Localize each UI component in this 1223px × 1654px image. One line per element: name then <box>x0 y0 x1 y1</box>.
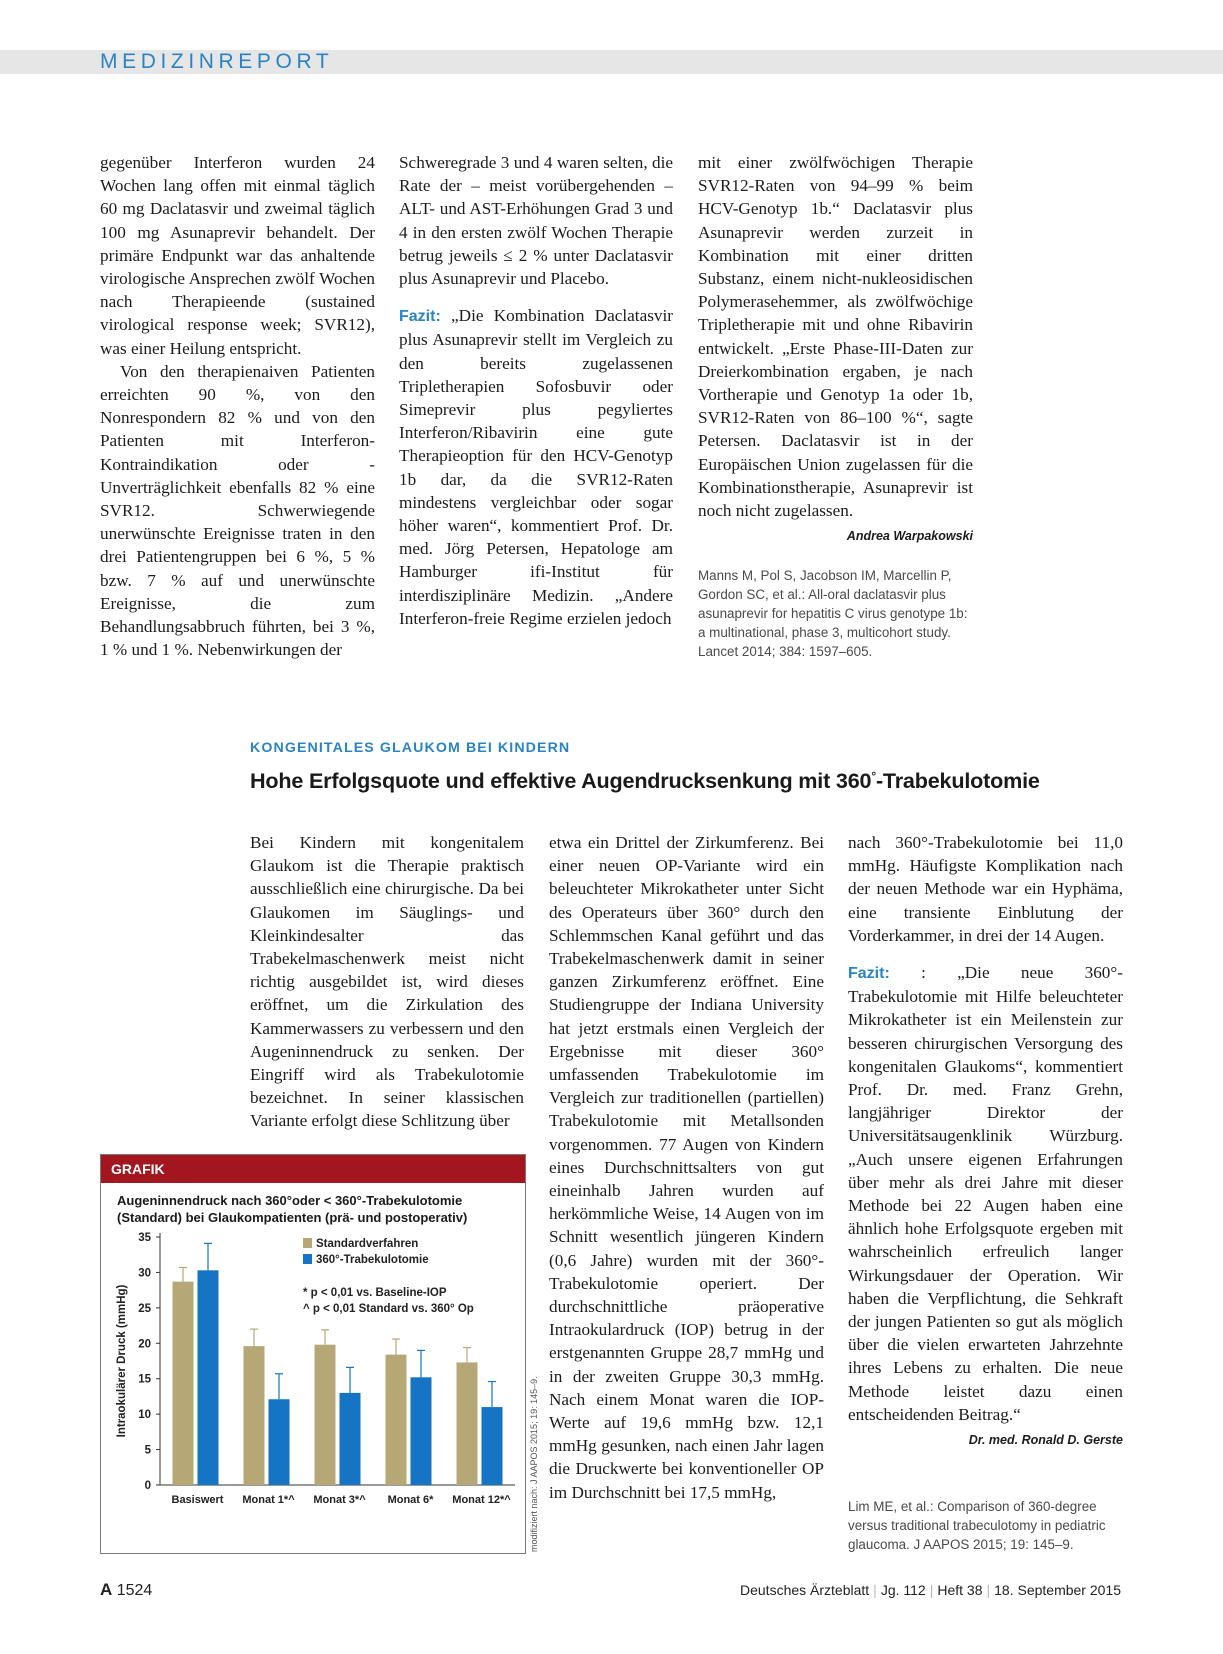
article2-paragraph: nach 360°-Trabekulotomie bei 11,0 mmHg. Häufigste Komplikation nach der neuen Methode war ein Hyphäma, eine transiente Einblutung der Vorderkammer, in drei der 14 Augen. <box>848 833 1123 945</box>
article2-column-3 <box>848 831 1123 1452</box>
article1-paragraph: Schweregrade 3 und 4 waren selten, die Rate der – meist vorübergehenden – ALT- und AST-Erhöhungen Grad 3 und 4 in den ersten zwölf Wochen Therapie betrug jeweils ≤ 2 % unter Daclatasvir plus Asunaprevir und Placebo. <box>399 153 673 289</box>
fazit-label: Fazit: <box>399 308 441 326</box>
headline-degree: ° <box>871 768 876 783</box>
bar-standard <box>173 1282 194 1485</box>
y-tick-label: 10 <box>138 1409 151 1422</box>
y-tick-label: 15 <box>138 1373 151 1386</box>
y-tick-label: 30 <box>138 1267 151 1280</box>
article2-headline <box>250 768 1040 794</box>
fazit-text: : „Die neue 360°-Trabekulotomie mit Hilfe beleuchteter Mikrokatheter ist ein Meilenstein zur besseren chirurgischen Versorgung des kongenitalen Glaukoms“, kommentiert Prof. Dr. med. Franz Grehn, langjähriger Direktor der Universitätsaugenklinik Würzburg. „Auch unsere eigenen Erfahrungen über mehr als drei Jahre mit dieser Methode bei 22 Augen haben eine ähnlich hohe Erfolgsquote ergeben mit wahrscheinlich erfreulich langer Wirkungsdauer der Operation. Wir haben die Verpflichtung, die Sehkraft der jungen Patienten so gut als möglich über die vielen erwarteten Jahrzehnte ihres Lebens zu erhalten. Die neue Methode leistet dazu einen entscheidenden Beitrag.“ <box>848 963 1123 1424</box>
journal-volume: Jg. 112 <box>880 1582 926 1598</box>
significance-note: ^ p < 0,01 Standard vs. 360° Op <box>303 1303 474 1315</box>
figure-box <box>100 1154 526 1554</box>
article2-fazit-paragraph <box>848 961 1123 1448</box>
article1-column-1 <box>100 151 375 661</box>
article2-column-1 <box>250 831 524 1133</box>
article1-reference: Manns M, Pol S, Jacobson IM, Marcellin P, Gordon SC, et al.: All-oral daclatasvir plus asunaprevir for hepatitis C virus genotype 1b: a multinational, phase 3, multicohort study. Lancet 2014; 384: 1597–605. <box>698 568 968 659</box>
legend-swatch <box>303 1254 312 1264</box>
bar-360 <box>482 1407 503 1485</box>
article1-column-2 <box>399 151 673 630</box>
author-byline: Dr. med. Ronald D. Gerste <box>968 1433 1123 1448</box>
bar-360 <box>340 1393 361 1485</box>
x-tick-label: Monat 12*^ <box>452 1494 511 1506</box>
legend-label: 360°-Trabekulotomie <box>316 1254 429 1266</box>
article2-kicker: KONGENITALES GLAUKOM BEI KINDERN <box>250 740 571 756</box>
headline-text-end: -Trabekulotomie <box>875 768 1040 793</box>
bar-360 <box>198 1270 219 1485</box>
page-prefix: A <box>100 1580 113 1599</box>
significance-note: * p < 0,01 vs. Baseline-IOP <box>303 1287 447 1299</box>
y-tick-label: 35 <box>138 1232 151 1244</box>
bar-standard <box>457 1362 478 1485</box>
journal-name: Deutsches Ärzteblatt <box>740 1582 870 1598</box>
article1-paragraph: gegenüber Interferon wurden 24 Wochen lang offen mit einmal täglich 60 mg Daclatasvir und zweimal täglich 100 mg Asunaprevir behandelt. Der primäre Endpunkt war das anhaltende virologische Ansprechen zwölf Wochen nach Therapieende (sustained virological response week; SVR12), was einer Heilung entspricht. <box>100 153 375 358</box>
bar-360 <box>269 1399 290 1485</box>
y-tick-label: 25 <box>138 1302 151 1315</box>
legend-swatch <box>303 1238 312 1248</box>
article2-paragraph: etwa ein Drittel der Zirkumferenz. Bei einer neuen OP-Variante wird ein beleuchteter Mikrokatheter unter Sicht des Operateurs über 360° durch den Schlemmschen Kanal geführt und das Trabekelmaschenwerk damit in seiner ganzen Zirkumferenz eröffnet. Eine Studiengruppe der Indiana University hat jetzt erstmals einen Vergleich der Ergebnisse mit dieser 360° umfassenden Trabekulotomie im Vergleich zur traditionellen (partiellen) Trabekulotomie mit Metallsonden vorgenommen. 77 Augen von Kindern eines Durchschnittsalters von gut eineinhalb Jahren wurden auf herkömmliche Weise, 14 Augen von im Schnitt wesentlich jüngeren Kindern (0,6 Jahre) wurden mit der 360°-Trabekulotomie operiert. Der durchschnittliche präoperative Intraokulardruck (IOP) betrug in der erstgenannten Gruppe 28,7 mmHg und in der zweiten Gruppe 30,3 mmHg. Nach einem Monat waren die IOP-Werte auf 19,6 mmHg bzw. 12,1 mmHg gesunken, nach einen Jahr lagen die Druckwerte bei konventioneller OP im Durchschnitt bei 17,5 mmHg, <box>549 833 824 1502</box>
article1-paragraph-text: mit einer zwölfwöchigen Therapie SVR12-Raten von 94–99 % beim HCV-Genotyp 1b.“ Daclatasvir plus Asunaprevir werden zurzeit in Kombination mit einer dritten Substanz, einem nicht-nukleosidischen Polymerasehemmer, als zwölfwöchige Tripletherapie mit und ohne Ribavirin entwickelt. „Erste Phase-III-Daten zur Dreierkombination ergaben, je nach Vortherapie und Genotyp 1a oder 1b, SVR12-Raten von 86–100 %“, sagte Petersen. Daclatasvir ist in der Europäischen Union zugelassen für die Kombinationstherapie, Asunaprevir ist noch nicht zugelassen. <box>698 153 973 521</box>
article1-column-3 <box>698 151 973 548</box>
author-byline: Andrea Warpakowski <box>846 529 973 544</box>
fazit-text: „Die Kombination Daclatasvir plus Asunaprevir stellt im Vergleich zu den bereits zugelassenen Tripletherapien Sofosbuvir oder Simeprevir plus pegyliertes Interferon/Ribavirin eine gute Therapieoption für den HCV-Genotyp 1b dar, da die SVR12-Raten mindestens vergleichbar oder sogar höher waren“, kommentiert Prof. Dr. med. Jörg Petersen, Hepatologe am Hamburger ifi-Institut für interdisziplinäre Medizin. „Andere Interferon-freie Regime erzielen jedoch <box>399 306 673 628</box>
y-tick-label: 0 <box>144 1480 151 1492</box>
fazit-label: Fazit: <box>848 965 890 983</box>
headline-text: Hohe Erfolgsquote und effektive Augendrucksenkung mit 360 <box>250 768 872 793</box>
x-tick-label: Monat 1*^ <box>242 1494 295 1506</box>
journal-footer: Deutsches Ärzteblatt | Jg. 112 | Heft 38 | 18. September 2015 <box>740 1582 1121 1598</box>
article2-column-2 <box>549 831 824 1504</box>
x-tick-label: Monat 3*^ <box>313 1494 366 1506</box>
y-axis-label: Intraokulärer Druck (mmHg) <box>116 1284 128 1438</box>
x-tick-label: Monat 6* <box>387 1494 434 1506</box>
section-label: MEDIZINREPORT <box>100 50 334 73</box>
journal-issue: Heft 38 <box>937 1582 983 1598</box>
legend-label: Standardverfahren <box>316 1238 419 1250</box>
article1-fazit-paragraph <box>399 304 673 630</box>
bar-360 <box>411 1377 432 1485</box>
article2-reference: Lim ME, et al.: Comparison of 360-degree versus traditional trabeculotomy in pediatric glaucoma. J AAPOS 2015; 19: 145–9. <box>848 1499 1106 1552</box>
page-number <box>100 1580 152 1600</box>
figure-tag: GRAFIK <box>111 1161 165 1177</box>
x-tick-label: Basiswert <box>171 1494 224 1506</box>
y-tick-label: 5 <box>144 1444 151 1457</box>
bar-standard <box>244 1346 265 1485</box>
article1-paragraph <box>698 151 973 544</box>
page-number-value: 1524 <box>116 1582 153 1599</box>
y-tick-label: 20 <box>138 1338 151 1351</box>
journal-date: 18. September 2015 <box>994 1582 1121 1598</box>
article2-paragraph: Bei Kindern mit kongenitalem Glaukom ist die Therapie praktisch ausschließlich eine chirurgische. Da bei Glaukomen im Säuglings- und Kleinkindesalter das Trabekelmaschenwerk meist nicht richtig ausgebildet ist, wird dieses eröffnet, um die Zirkulation des Kammerwassers zu verbessern und den Augeninnendruck zu senken. Der Eingriff wird als Trabekulotomie bezeichnet. In seiner klassischen Variante erfolgt diese Schlitzung über <box>250 833 524 1131</box>
figure-credit: modifiziert nach: J AAPOS 2015; 19: 145–9. <box>529 1376 539 1552</box>
bar-standard <box>315 1345 336 1485</box>
bar-chart <box>101 1155 525 1553</box>
chart-title: Augeninnendruck nach 360°oder < 360°-Trabekulotomie (Standard) bei Glaukompatienten (prä- und postoperativ) <box>117 1193 468 1225</box>
article1-paragraph: Von den therapienaiven Patienten erreichten 90 %, von den Nonrespondern 82 % und von den Patienten mit Interferon-Kontraindikation oder -Unverträglichkeit ebenfalls 82 % eine SVR12. Schwerwiegende unerwünschte Ereignisse traten in den drei Patientengruppen bei 6 %, 5 % bzw. 7 % auf und unerwünschte Ereignisse, die zum Behandlungsabbruch führten, bei 3 %, 1 % und 1 %. Nebenwirkungen der <box>100 361 375 660</box>
bar-standard <box>386 1355 407 1485</box>
